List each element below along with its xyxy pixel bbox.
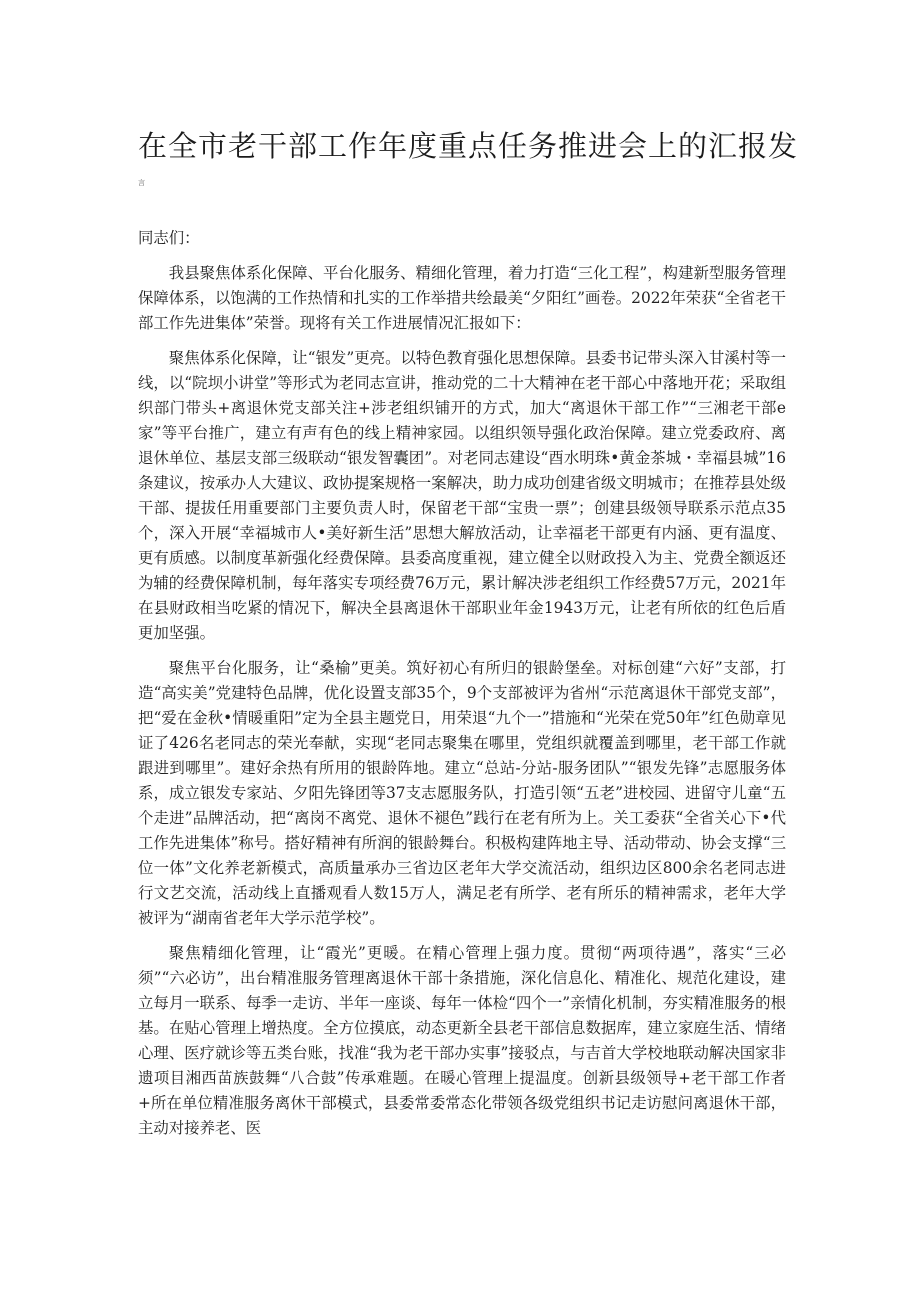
section-platform-service: 聚焦平台化服务，让“桑榆”更美。筑好初心有所归的银龄堡垒。对标创建“六好”支部，打造“高实美”党建特色品牌，优化设置支部35个，9个支部被评为省州“示范离退休干部党支部”，把“爱在金秋•情暖重阳”定为全县主题党日，用荣退“九个一”措施和“光荣在党50年”红色勋章见证了426名老同志的荣光奉献，实现“老同志聚集在哪里，党组织就覆盖到哪里，老干部工作就跟进到哪里”。建好余热有所用的银龄阵地。建立“总站-分站-服务团队”“银发先锋”志愿服务体系，成立银发专家站、夕阳先锋团等37支志愿服务队，打造引领“五老”进校园、进留守儿童“五个走进”品牌活动，把“离岗不离党、退休不褪色”践行在老有所为上。关工委获“全省关心下•代工作先进集体”称号。搭好精神有所润的银龄舞台。积极构建阵地主导、活动带动、协会支撑“三位一体”文化养老新模式，高质量承办三省边区老年大学交流活动，组织边区800余名老同志进行文艺交流，活动线上直播观看人数15万人，满足老有所学、老有所乐的精神需求，老年大学被评为“湖南省老年大学示范学校”。 [138,659,786,927]
document-title: 在全市老干部工作年度重点任务推进会上的汇报发 [138,129,799,163]
salutation: 同志们： [138,229,200,247]
intro-paragraph: 我县聚焦体系化保障、平台化服务、精细化管理，着力打造“三化工程”，构建新型服务管理保障体系，以饱满的工作热情和扎实的工作举措共绘最美“夕阳红”画卷。2022年荣获“全省老干部工作先进集体”荣誉。现将有关工作进展情况汇报如下： [138,264,786,332]
section-system-guarantee: 聚焦体系化保障，让“银发”更亮。以特色教育强化思想保障。县委书记带头深入甘溪村等一线，以“院坝小讲堂”等形式为老同志宣讲，推动党的二十大精神在老干部心中落地开花；采取组织部门带头+离退休党支部关注+涉老组织铺开的方式，加大“离退休干部工作”“三湘老干部e家”等平台推广，建立有声有色的线上精神家园。以组织领导强化政治保障。建立党委政府、离退休单位、基层支部三级联动“银发智囊团”。对老同志建设“酉水明珠•黄金茶城・幸福县城”16条建议，按承办人大建议、政协提案规格一案解决，助力成功创建省级文明城市；在推荐县处级干部、提拔任用重要部门主要负责人时，保留老干部“宝贵一票”；创建县级领导联系示范点35个，深入开展“幸福城市人•美好新生活”思想大解放活动，让幸福老干部更有内涵、更有温度、更有质感。以制度革新强化经费保障。县委高度重视，建立健全以财政投入为主、党费全额返还为辅的经费保障机制，每年落实专项经费76万元，累计解决涉老组织工作经费57万元，2021年在县财政相当吃紧的情况下，解决全县离退休干部职业年金1943万元，让老有所依的红色后盾更加坚强。 [138,349,786,642]
document-subtitle: 言 [138,179,145,187]
section-refined-management: 聚焦精细化管理，让“霞光”更暖。在精心管理上强力度。贯彻“两项待遇”，落实“三必须”“六必访”，出台精准服务管理离退休干部十条措施，深化信息化、精准化、规范化建设，建立每月一联系、每季一走访、半年一座谈、每年一体检“四个一”亲情化机制，夯实精准服务的根基。在贴心管理上增热度。全方位摸底，动态更新全县老干部信息数据库，建立家庭生活、情绪心理、医疗就诊等五类台账，找准“我为老干部办实事”接驳点，与吉首大学校地联动解决国家非遗项目湘西苗族鼓舞“八合鼓”传承难题。在暖心管理上提温度。创新县级领导+老干部工作者+所在单位精准服务离休干部模式，县委常委常态化带领各级党组织书记走访慰问离退休干部，主动对接养老、医 [138,944,786,1137]
document-body [138,226,786,1151]
